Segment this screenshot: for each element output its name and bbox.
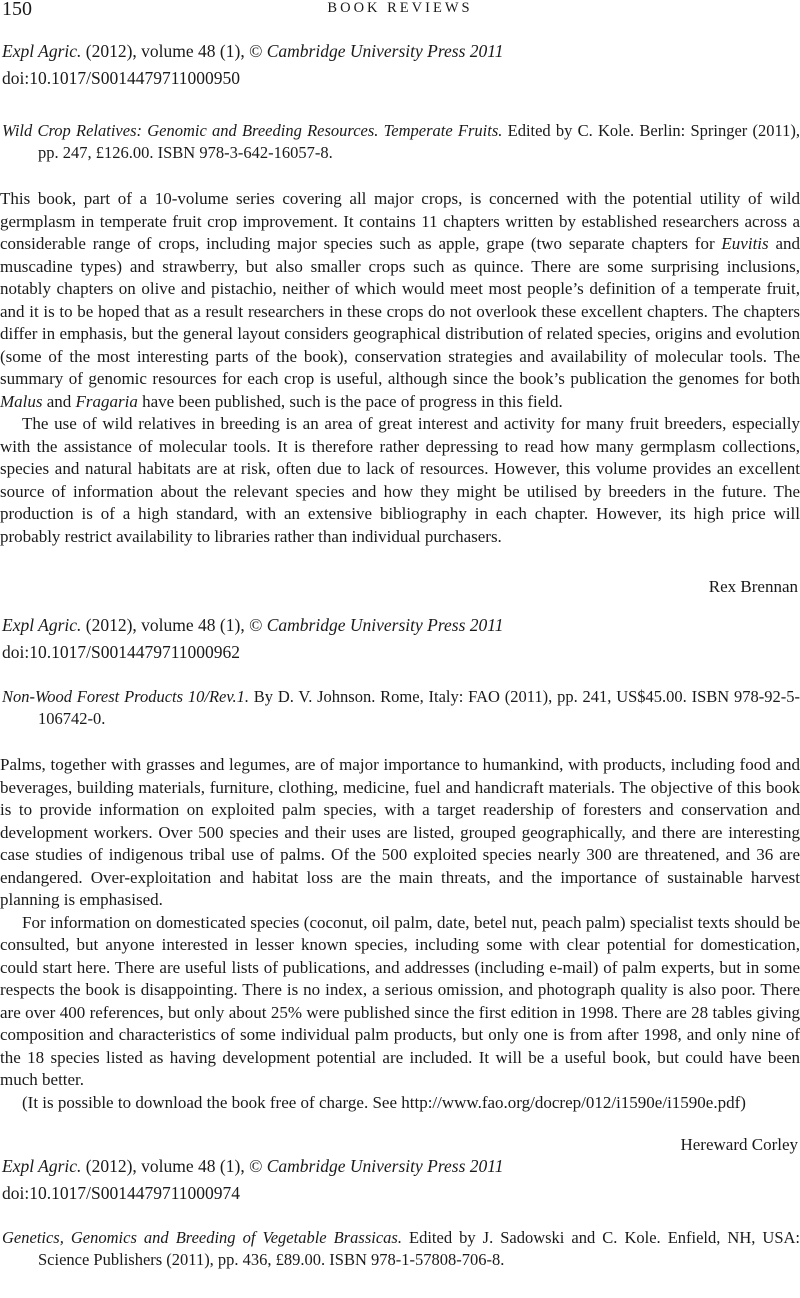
publisher-name: Cambridge University Press 2011 — [266, 41, 504, 61]
journal-name: Expl Agric. — [2, 615, 82, 635]
reviewer-name: Rex Brennan — [708, 577, 798, 596]
review-body — [0, 188, 800, 548]
doi: doi:10.1017/S0014479711000962 — [2, 642, 241, 662]
paragraph: (It is possible to download the book free of charge. See http://www.fao.org/docrep/012/i1590e/i1590e.pdf) — [22, 1092, 746, 1112]
text-run: have been published, such is the pace of progress in this field. — [137, 391, 563, 411]
review-2 — [0, 612, 800, 1156]
text-run: and — [42, 391, 76, 411]
review-1 — [0, 38, 800, 598]
italic-term: Malus — [0, 391, 43, 411]
citation-line — [2, 38, 800, 65]
review-3 — [0, 1153, 800, 1271]
journal-name: Expl Agric. — [2, 41, 82, 61]
text-run: and muscadine types) and strawberry, but also smaller crops such as quince. There are some surprising inclusions, notably chapters on olive and pistachio, neither of which would meet most people’s definition of a temperate fruit, and it is to be hoped that as a result researchers in these crops do not overlook these excellent chapters. The chapters differ in emphasis, but the general layout considers geographical distribution of related species, origins and evolution (some of the most interesting parts of the book), conservation strategies and availability of molecular tools. The summary of genomic resources for each crop is useful, although since the book’s publication the genomes for both — [0, 234, 800, 388]
book-title: Non-Wood Forest Products 10/Rev.1. — [2, 687, 249, 706]
text-run: This book, part of a 10-volume series covering all major crops, is concerned with the potential utility of wild germplasm in temperate fruit crop improvement. It contains 11 chapters written by established researchers across a considerable range of crops, including major species such as apple, grape (two separate chapters for — [0, 189, 800, 253]
book-details: By D. V. Johnson. Rome, Italy: FAO (2011), pp. 241, US$45.00. ISBN 978-92-5-106742-0. — [38, 687, 800, 728]
book-details: Edited by J. Sadowski and C. Kole. Enfield, NH, USA: Science Publishers (2011), pp. 436, £89.00. ISBN 978-1-57808-706-8. — [38, 1228, 800, 1269]
book-reference — [0, 686, 800, 730]
citation-line — [2, 1153, 800, 1180]
italic-term: Fragaria — [75, 391, 138, 411]
paragraph: For information on domesticated species (coconut, oil palm, date, betel nut, peach palm) specialist texts should be consulted, but anyone interested in lesser known species, including some with clear potential for domestication, could start here. There are useful lists of publications, and addresses (including e-mail) of palm experts, but in some respects the book is disappointing. There is no index, a serious omission, and photograph quality is also poor. There are over 400 references, but only about 25% were published since the first edition in 1998. There are 28 tables giving composition and characteristics of some individual palm products, but only one is from after 1998, and only nine of the 18 species listed as having development potential are included. It will be a useful book, but could have been much better. — [0, 912, 800, 1089]
publisher-name: Cambridge University Press 2011 — [266, 1156, 504, 1176]
book-reference — [0, 120, 800, 164]
page-number: 150 — [2, 0, 32, 20]
volume-text: (2012), volume 48 (1), © — [85, 1156, 263, 1176]
running-head: BOOK REVIEWS — [327, 0, 473, 16]
page-header — [0, 0, 800, 24]
book-title: Genetics, Genomics and Breeding of Vegetable Brassicas. — [2, 1228, 402, 1247]
review-body — [0, 754, 800, 1114]
doi: doi:10.1017/S0014479711000950 — [2, 68, 241, 88]
citation-line — [2, 612, 800, 639]
paragraph: The use of wild relatives in breeding is an area of great interest and activity for many fruit breeders, especially with the assistance of molecular tools. It is therefore rather depressing to read how many germplasm collections, species and natural habitats are at risk, often due to lack of resources. However, this volume provides an excellent source of information about the relevant species and how they might be utilised by breeders in the future. The production is of a high standard, with an extensive bibliography in each chapter. However, its high price will probably restrict availability to libraries rather than individual purchasers. — [0, 414, 800, 546]
book-title: Wild Crop Relatives: Genomic and Breeding Resources. Temperate Fruits. — [2, 121, 503, 140]
reviewer-name: Hereward Corley — [680, 1135, 798, 1154]
volume-text: (2012), volume 48 (1), © — [85, 615, 263, 635]
book-details: Edited by C. Kole. Berlin: Springer (2011), pp. 247, £126.00. ISBN 978-3-642-16057-8. — [38, 121, 800, 162]
paragraph: Palms, together with grasses and legumes, are of major importance to humankind, with products, including food and beverages, building materials, furniture, clothing, medicine, fuel and handicraft materials. The objective of this book is to provide information on exploited palm species, with a target readership of foresters and conservation and development workers. Over 500 species and their uses are listed, grouped geographically, and there are interesting case studies of indigenous tribal use of palms. Of the 500 exploited species nearly 300 are threatened, and 36 are endangered. Over-exploitation and habitat loss are the main threats, and the importance of sustainable harvest planning is emphasised. — [0, 755, 800, 909]
doi: doi:10.1017/S0014479711000974 — [2, 1183, 241, 1203]
volume-text: (2012), volume 48 (1), © — [85, 41, 263, 61]
paragraph — [0, 188, 800, 413]
italic-term: Euvitis — [721, 234, 769, 253]
journal-name: Expl Agric. — [2, 1156, 82, 1176]
book-reference — [0, 1227, 800, 1271]
publisher-name: Cambridge University Press 2011 — [266, 615, 504, 635]
